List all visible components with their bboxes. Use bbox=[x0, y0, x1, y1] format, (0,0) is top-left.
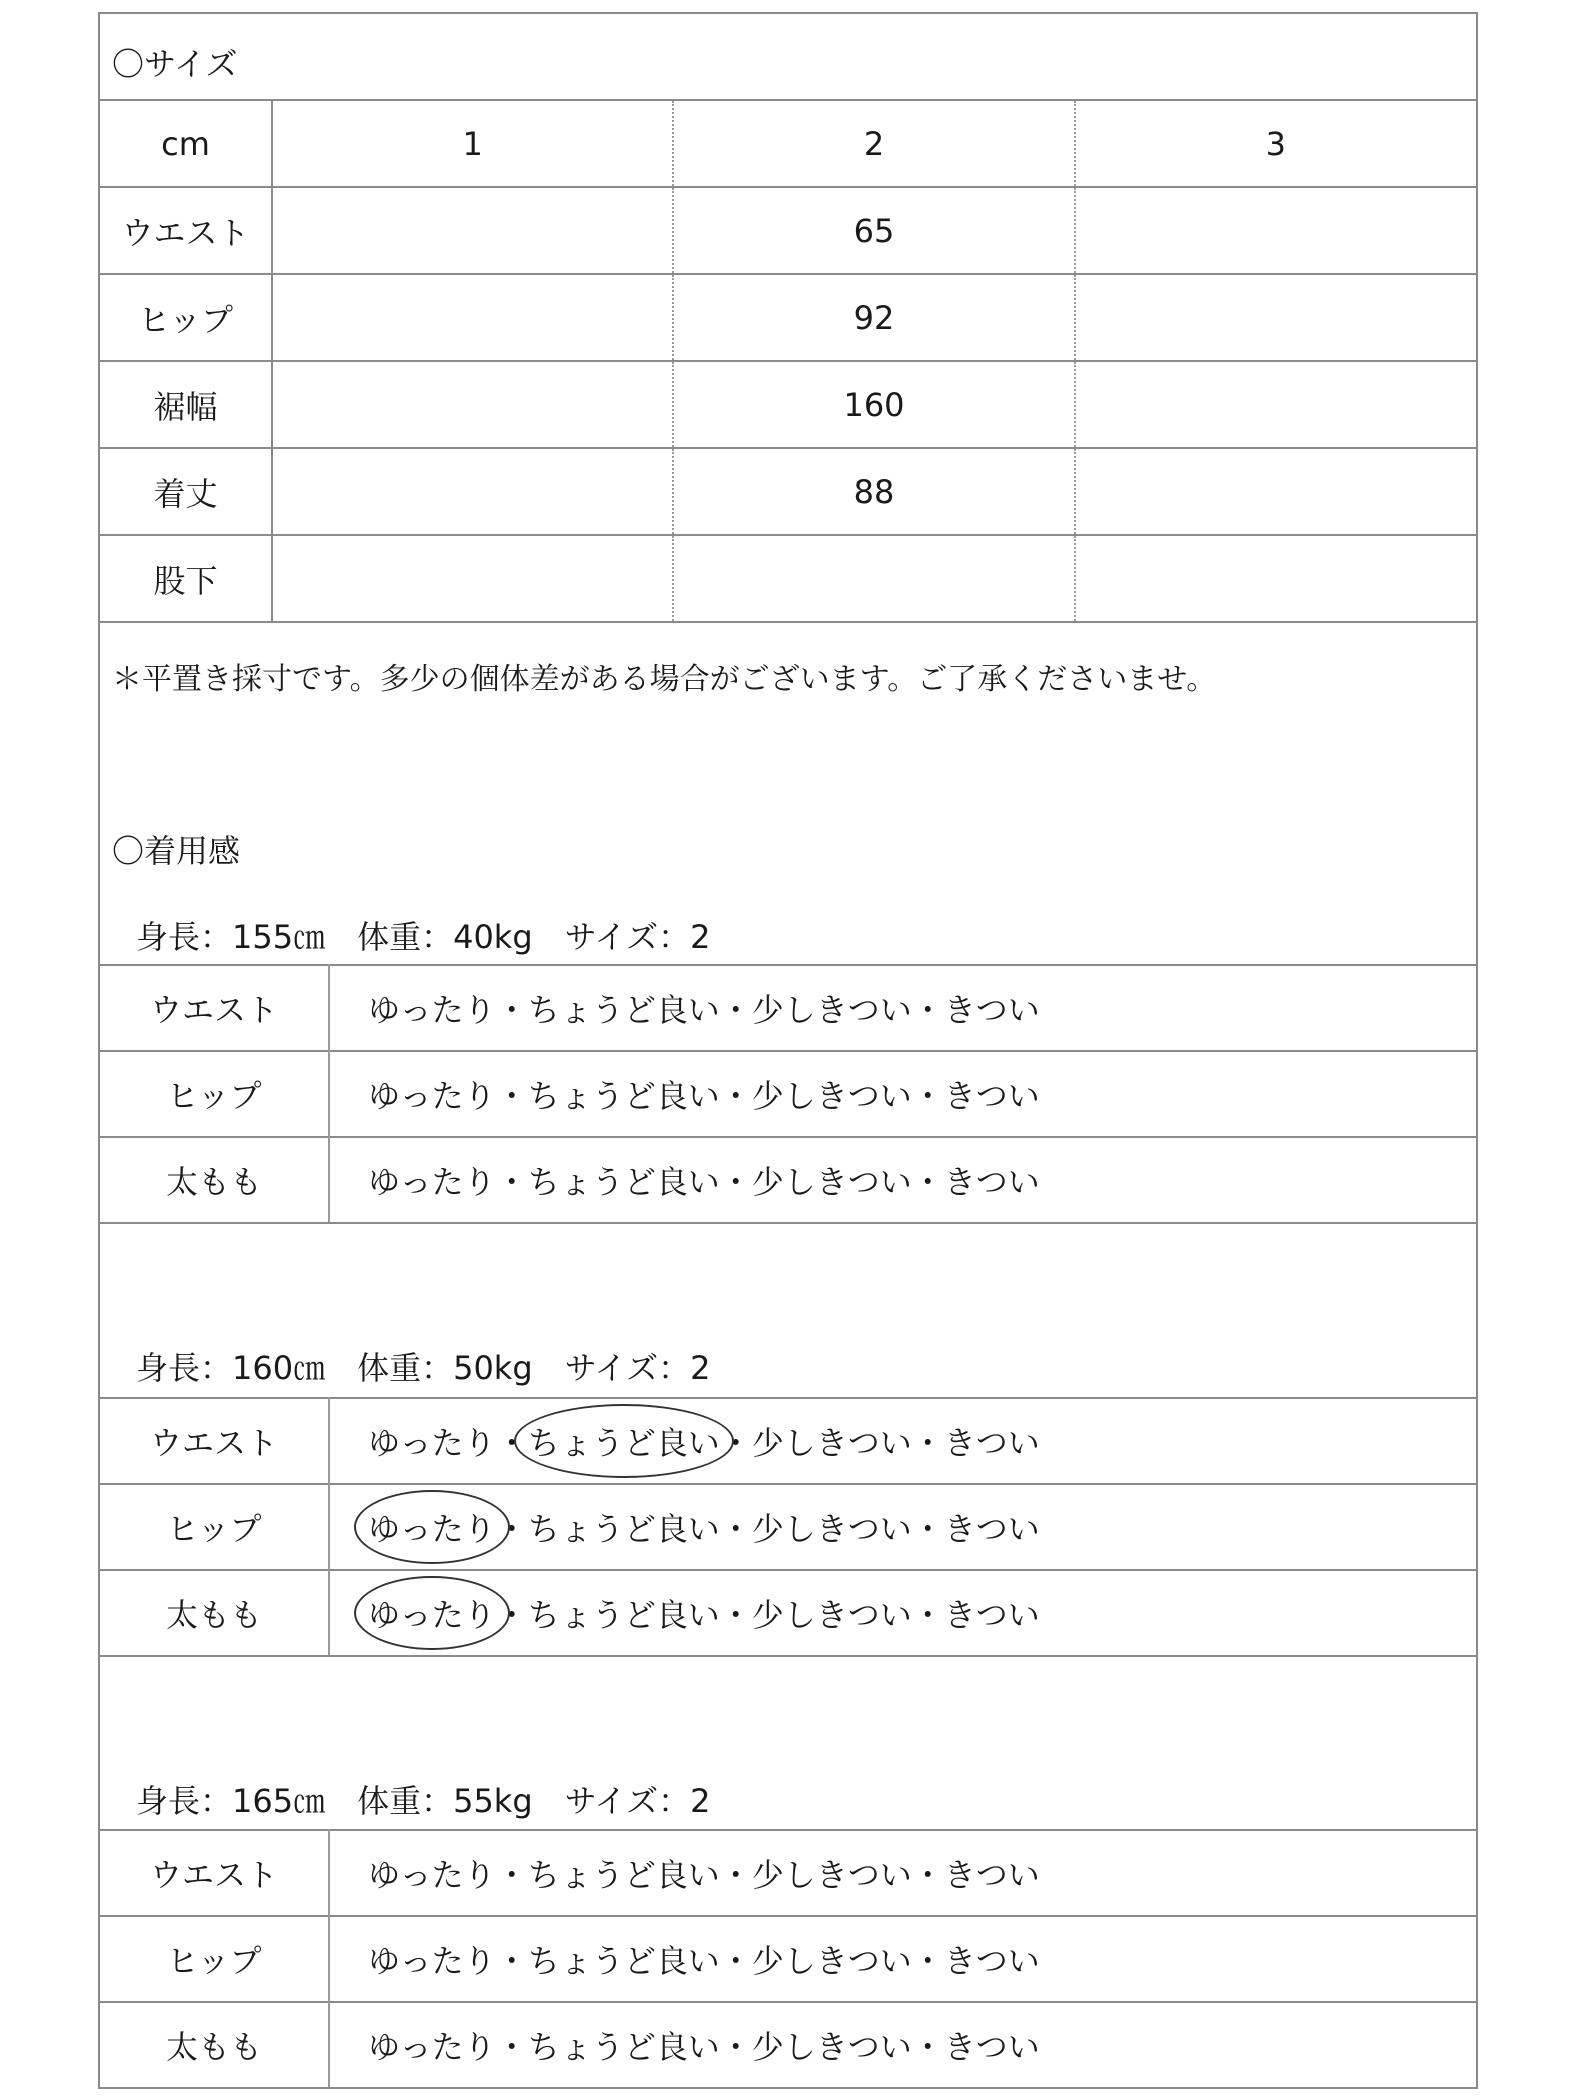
size-cell bbox=[272, 535, 673, 622]
fit-option: ちょうど良い bbox=[527, 1077, 720, 1115]
fit-option: ゆったり bbox=[368, 991, 496, 1029]
option-separator: ・ bbox=[495, 991, 528, 1029]
measurement-note: ＊平置き採寸です。多少の個体差がある場合がございます。ご了承くださいませ。 bbox=[112, 662, 1217, 697]
size-cell bbox=[272, 361, 673, 448]
option-separator: ・ bbox=[719, 1077, 752, 1115]
fit-row bbox=[100, 965, 1476, 1051]
fit-option-selected: ゆったり bbox=[368, 1504, 496, 1550]
size-row-label: 裾幅 bbox=[100, 361, 272, 448]
option-separator: ・ bbox=[719, 1596, 752, 1634]
option-separator: ・ bbox=[495, 1424, 528, 1462]
size-row-hem-width bbox=[100, 361, 1476, 448]
fit-option: きつい bbox=[943, 1424, 1040, 1462]
fit-row bbox=[100, 1137, 1476, 1223]
size-cell bbox=[272, 448, 673, 535]
fit-options bbox=[329, 1137, 1476, 1223]
size-table-header-row bbox=[100, 100, 1476, 187]
fit-row bbox=[100, 1570, 1476, 1656]
option-separator: ・ bbox=[495, 1510, 528, 1548]
size-cell bbox=[272, 274, 673, 361]
fit-option: 少しきつい bbox=[751, 1510, 912, 1548]
fit-option: きつい bbox=[943, 991, 1040, 1029]
size-row-length bbox=[100, 448, 1476, 535]
option-separator: ・ bbox=[911, 2028, 944, 2066]
fit-option: ゆったり bbox=[368, 2028, 496, 2066]
size-cell bbox=[1075, 274, 1476, 361]
fit-options bbox=[329, 1916, 1476, 2002]
fit-row-label: ウエスト bbox=[100, 1830, 329, 1916]
fit-option: 少しきつい bbox=[751, 1077, 912, 1115]
fit-option: ゆったり bbox=[368, 1077, 496, 1115]
option-separator: ・ bbox=[495, 1163, 528, 1201]
size-cell: 92 bbox=[673, 274, 1074, 361]
option-separator: ・ bbox=[719, 2028, 752, 2066]
option-separator: ・ bbox=[911, 1510, 944, 1548]
fit-table bbox=[100, 964, 1476, 1224]
size-section-title: 〇サイズ bbox=[112, 45, 238, 83]
fit-options bbox=[329, 1570, 1476, 1656]
fit-option: 少しきつい bbox=[751, 991, 912, 1029]
size-header-unit: cm bbox=[100, 100, 272, 187]
fit-row-label: 太もも bbox=[100, 1570, 329, 1656]
fit-section-title: 〇着用感 bbox=[112, 832, 241, 870]
fit-options bbox=[329, 1830, 1476, 1916]
fit-option: ゆったり bbox=[368, 1163, 496, 1201]
fit-option: ちょうど良い bbox=[527, 1942, 720, 1980]
fit-option: きつい bbox=[943, 1856, 1040, 1894]
option-separator: ・ bbox=[911, 1856, 944, 1894]
option-separator: ・ bbox=[911, 1424, 944, 1462]
option-separator: ・ bbox=[719, 1510, 752, 1548]
size-cell bbox=[1075, 448, 1476, 535]
fit-row-label: ヒップ bbox=[100, 1916, 329, 2002]
fit-option: きつい bbox=[943, 1510, 1040, 1548]
size-row-waist bbox=[100, 187, 1476, 274]
fit-options bbox=[329, 1398, 1476, 1484]
size-header-col-2: 2 bbox=[673, 100, 1074, 187]
fit-option-selected: ちょうど良い bbox=[528, 1418, 720, 1464]
option-separator: ・ bbox=[719, 1163, 752, 1201]
option-separator: ・ bbox=[719, 1424, 752, 1462]
option-separator: ・ bbox=[719, 991, 752, 1029]
option-separator: ・ bbox=[911, 1163, 944, 1201]
fit-row-label: ウエスト bbox=[100, 965, 329, 1051]
fit-row bbox=[100, 1484, 1476, 1570]
fit-option: ちょうど良い bbox=[527, 1163, 720, 1201]
option-separator: ・ bbox=[495, 1077, 528, 1115]
option-separator: ・ bbox=[719, 1942, 752, 1980]
size-table bbox=[100, 99, 1476, 623]
size-cell bbox=[1075, 187, 1476, 274]
size-row-label: ヒップ bbox=[100, 274, 272, 361]
size-row-label: 股下 bbox=[100, 535, 272, 622]
fit-option: きつい bbox=[943, 1163, 1040, 1201]
option-separator: ・ bbox=[911, 991, 944, 1029]
size-header-col-3: 3 bbox=[1075, 100, 1476, 187]
option-separator: ・ bbox=[495, 1856, 528, 1894]
tester-profile: 身長：165㎝ 体重：55kg サイズ：2 bbox=[136, 1782, 711, 1820]
size-row-hip bbox=[100, 274, 1476, 361]
size-cell bbox=[1075, 535, 1476, 622]
fit-option: きつい bbox=[943, 1077, 1040, 1115]
fit-row bbox=[100, 1051, 1476, 1137]
option-separator: ・ bbox=[495, 2028, 528, 2066]
fit-row bbox=[100, 1916, 1476, 2002]
option-separator: ・ bbox=[911, 1077, 944, 1115]
size-cell bbox=[673, 535, 1074, 622]
fit-option: ゆったり bbox=[368, 1856, 496, 1894]
fit-row-label: 太もも bbox=[100, 2002, 329, 2088]
fit-option: 少しきつい bbox=[751, 1856, 912, 1894]
size-row-inseam bbox=[100, 535, 1476, 622]
fit-options bbox=[329, 965, 1476, 1051]
fit-option: ちょうど良い bbox=[527, 1856, 720, 1894]
size-and-fit-sheet bbox=[98, 12, 1478, 2089]
size-cell: 160 bbox=[673, 361, 1074, 448]
fit-options bbox=[329, 2002, 1476, 2088]
fit-row bbox=[100, 1830, 1476, 1916]
tester-profile: 身長：160㎝ 体重：50kg サイズ：2 bbox=[136, 1349, 711, 1387]
fit-row bbox=[100, 2002, 1476, 2088]
size-header-col-1: 1 bbox=[272, 100, 673, 187]
fit-options bbox=[329, 1051, 1476, 1137]
fit-table bbox=[100, 1829, 1476, 2089]
option-separator: ・ bbox=[719, 1856, 752, 1894]
tester-profile: 身長：155㎝ 体重：40kg サイズ：2 bbox=[136, 918, 711, 956]
size-cell: 65 bbox=[673, 187, 1074, 274]
size-row-label: ウエスト bbox=[100, 187, 272, 274]
fit-option: ちょうど良い bbox=[527, 2028, 720, 2066]
fit-option: ちょうど良い bbox=[527, 1510, 720, 1548]
size-cell bbox=[1075, 361, 1476, 448]
fit-option-selected: ゆったり bbox=[368, 1590, 496, 1636]
fit-row-label: ヒップ bbox=[100, 1484, 329, 1570]
option-separator: ・ bbox=[911, 1596, 944, 1634]
fit-table bbox=[100, 1397, 1476, 1657]
size-cell bbox=[272, 187, 673, 274]
size-row-label: 着丈 bbox=[100, 448, 272, 535]
fit-row-label: ウエスト bbox=[100, 1398, 329, 1484]
fit-option: きつい bbox=[943, 1942, 1040, 1980]
fit-option: 少しきつい bbox=[751, 2028, 912, 2066]
fit-option: 少しきつい bbox=[751, 1163, 912, 1201]
fit-option: ゆったり bbox=[368, 1424, 496, 1462]
fit-row-label: 太もも bbox=[100, 1137, 329, 1223]
fit-options bbox=[329, 1484, 1476, 1570]
size-cell: 88 bbox=[673, 448, 1074, 535]
fit-row bbox=[100, 1398, 1476, 1484]
fit-option: 少しきつい bbox=[751, 1596, 912, 1634]
fit-option: きつい bbox=[943, 2028, 1040, 2066]
option-separator: ・ bbox=[495, 1596, 528, 1634]
option-separator: ・ bbox=[911, 1942, 944, 1980]
option-separator: ・ bbox=[495, 1942, 528, 1980]
fit-option: きつい bbox=[943, 1596, 1040, 1634]
fit-option: ちょうど良い bbox=[527, 1596, 720, 1634]
fit-option: ゆったり bbox=[368, 1942, 496, 1980]
fit-option: 少しきつい bbox=[751, 1942, 912, 1980]
fit-option: ちょうど良い bbox=[527, 991, 720, 1029]
fit-row-label: ヒップ bbox=[100, 1051, 329, 1137]
fit-option: 少しきつい bbox=[751, 1424, 912, 1462]
